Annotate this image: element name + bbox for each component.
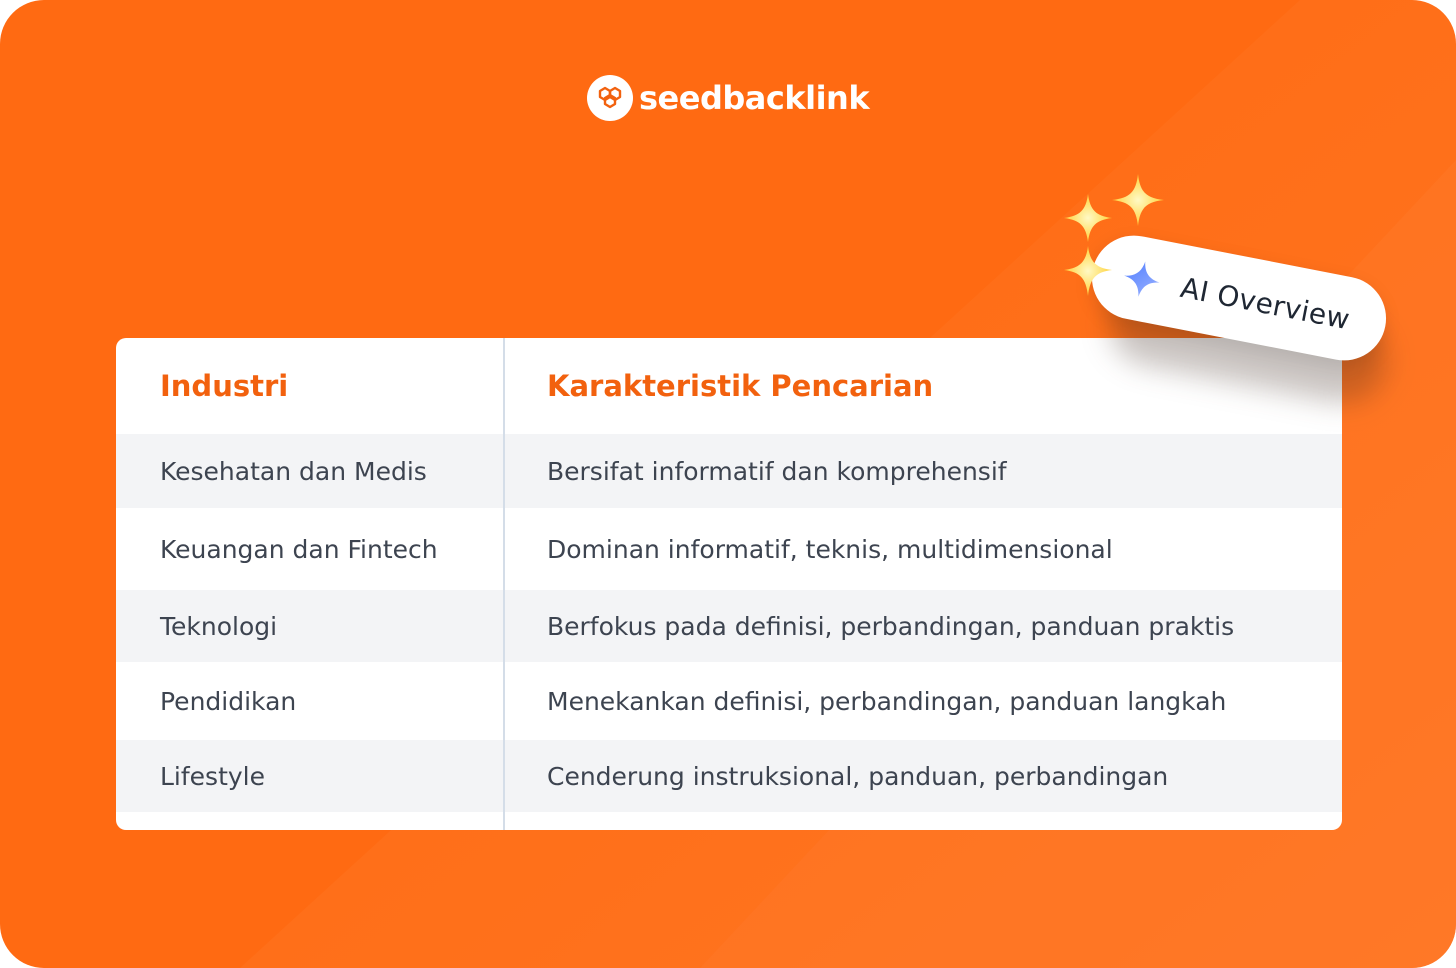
column-divider (503, 338, 505, 830)
cell-characteristic: Cenderung instruksional, panduan, perbandingan (547, 761, 1169, 791)
table-row (116, 740, 1342, 812)
cell-characteristic: Bersifat informatif dan komprehensif (547, 456, 1007, 486)
cell-industry: Keuangan dan Fintech (160, 534, 438, 564)
table-row (116, 434, 1342, 508)
table-row (116, 508, 1342, 590)
cell-characteristic: Menekankan definisi, perbandingan, panduan langkah (547, 686, 1227, 716)
linked-hexagons-icon (587, 75, 633, 121)
cell-industry: Lifestyle (160, 761, 266, 791)
brand-logo (587, 74, 869, 122)
cell-industry: Pendidikan (160, 686, 297, 716)
sparkles-icon (1056, 172, 1176, 312)
table-row (116, 662, 1342, 740)
brand-name: seedbacklink (639, 79, 870, 117)
cell-characteristic: Berfokus pada definisi, perbandingan, panduan praktis (547, 611, 1235, 641)
cell-industry: Kesehatan dan Medis (160, 456, 427, 486)
cell-industry: Teknologi (160, 611, 278, 641)
badge-label: AI Overview (1177, 270, 1353, 336)
cell-characteristic: Dominan informatif, teknis, multidimensional (547, 534, 1113, 564)
table-row (116, 590, 1342, 662)
header-industri: Industri (160, 369, 289, 403)
comparison-table (116, 338, 1342, 830)
header-karakteristik: Karakteristik Pencarian (547, 369, 934, 403)
